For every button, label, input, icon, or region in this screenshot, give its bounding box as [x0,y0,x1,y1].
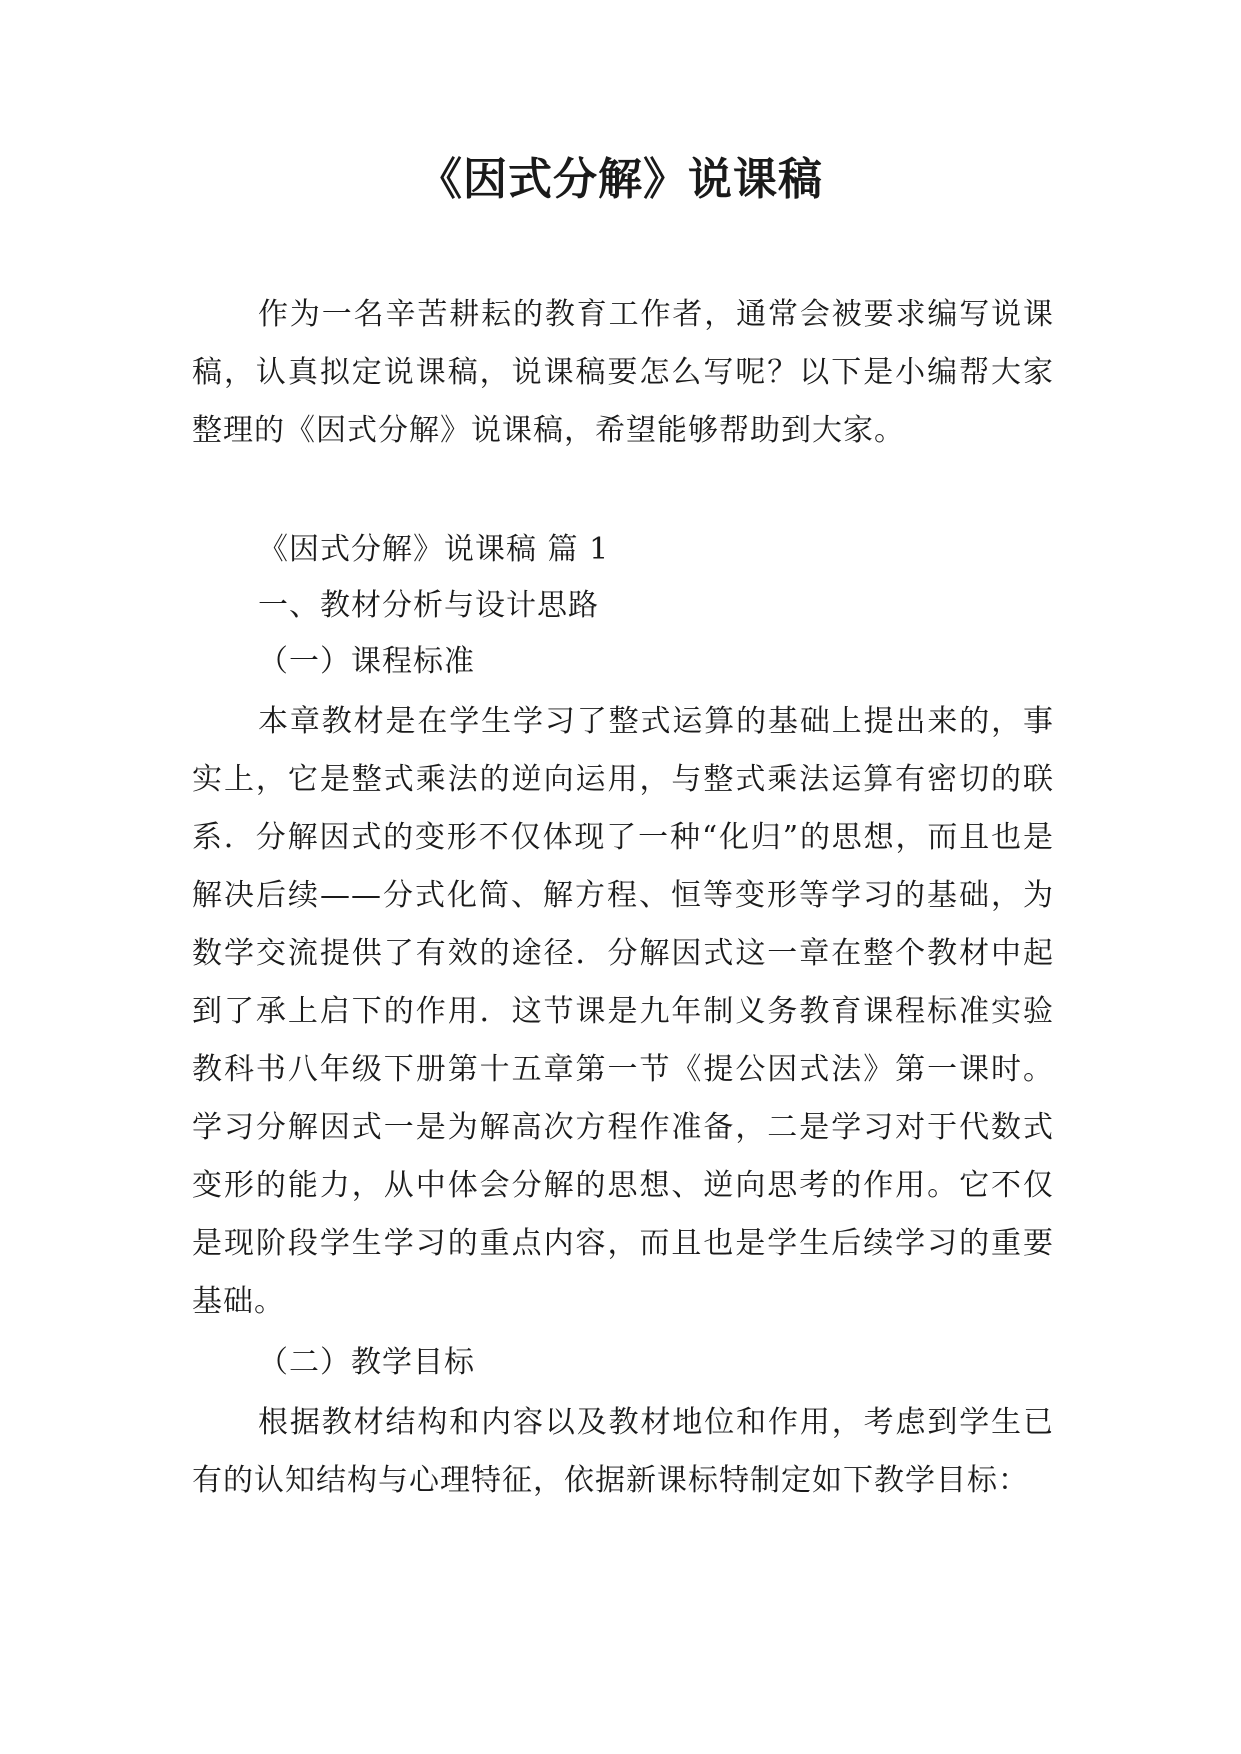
document-title: 《因式分解》说课稿 [418,154,823,205]
heading-teaching-goals: （二）教学目标 [258,1345,475,1380]
section-title: 《因式分解》说课稿 篇 1 [258,532,610,567]
intro-paragraph: 作为一名辛苦耕耘的教育工作者，通常会被要求编写说课稿，认真拟定说课稿，说课稿要怎么写呢？以下是小编帮大家整理的《因式分解》说课稿，希望能够帮助到大家。 [192,297,1054,448]
teaching-goals-paragraph: 根据教材结构和内容以及教材地位和作用，考虑到学生已有的认知结构与心理特征，依据新课标特制定如下教学目标： [192,1405,1054,1498]
curriculum-paragraph: 本章教材是在学生学习了整式运算的基础上提出来的，事实上，它是整式乘法的逆向运用，与整式乘法运算有密切的联系．分解因式的变形不仅体现了一种“化归”的思想，而且也是解决后续——分式化简、解方程、恒等变形等学习的基础，为数学交流提供了有效的途径．分解因式这一章在整个教材中起到了承上启下的作用．这节课是九年制义务教育课程标准实验教科书八年级下册第十五章第一节《提公因式法》第一课时。学习分解因式一是为解高次方程作准备，二是学习对于代数式变形的能力，从中体会分解的思想、逆向思考的作用。它不仅是现阶段学生学习的重点内容，而且也是学生后续学习的重要基础。 [192,704,1054,1319]
heading-textbook-analysis: 一、教材分析与设计思路 [258,588,599,623]
heading-curriculum-standard: （一）课程标准 [258,644,475,679]
